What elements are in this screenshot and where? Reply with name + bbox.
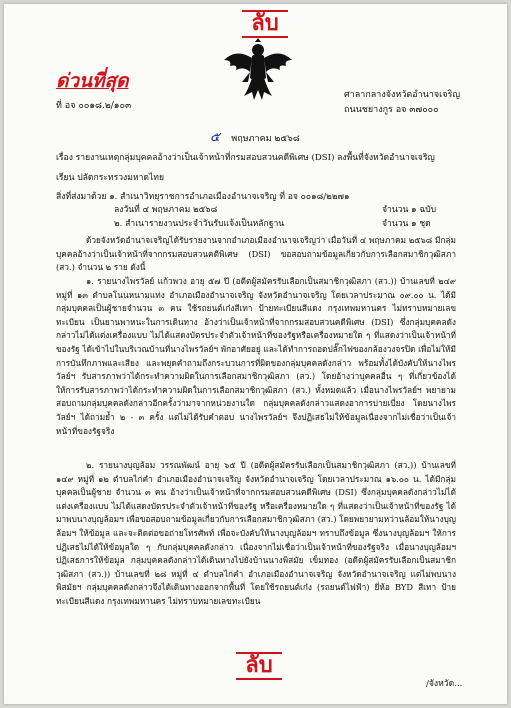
case-1-text: ๑. รายนางไพรวัลย์ แก้วพวง อายุ ๕๗ ปี (อดีตผู้สมัครรับเลือกเป็นสมาชิกวุฒิสภา (สว.)) บ้านเลขที่ ๒๔๙ หมู่ที่ ๑๓ ตำบลโนนหนามแท่ง อำเภอเมืองอำนาจเจริญ จังหวัดอำนาจเจริญ โดยเวลาประมาณ ๐๙.๐๐ น. ได้มีกลุ่มบุคคลเป็นผู้ชายจำนวน ๓ คน ใช้รถยนต์เก๋งสีเทา ป้ายทะเบียนสีแดง กรุงเทพมหานคร ไม่ทราบหมายเลขทะเบียน เป็นยานพาหนะในการเดินทาง อ้างว่าเป็นเจ้าหน้าที่จากกรมสอบสวนคดีพิเศษ (DSI) ซึ่งกลุ่มบุคคลดังกล่าวไม่ได้แต่งเครื่องแบบ ไม่ได้แสดงบัตรประจำตัวเจ้าหน้าที่ของรัฐหรือเครื่องหมายใด ๆ ที่แสดงว่าเป็นเจ้าหน้าที่ของรัฐ ได้เข้าไปในบริเวณบ้านที่นางไพรวัลย์ฯ พักอาศัยอยู่ และได้ทำการถอดปลั๊กไฟของกล้องวงจรปิด เพื่อไม่ให้มีการบันทึกภาพและเสียง และพยุดคำถามถึงกระบวนการที่ผิดของกลุ่มบุคคลดังกล่าว พร้อมทั้งได้บังคับให้นางไพรวัลย์ฯ รับสารภาพว่าได้กระทำความผิดในการเลือกสมาชิกวุฒิสภา (สว.) โดยอ้างว่าบุคคลอื่น ๆ ที่เกี่ยวข้องได้ให้การรับสารภาพว่าได้กระทำความผิดในการเลือกสมาชิกวุฒิสภา (สว.) ทั้งหมดแล้ว เมื่อนางไพรวัลย์ฯ พยายามสอบถามกลุ่มบุคคลดังกล่าวอีกครั้งว่ามาจากหน่วยงานใด กลุ่มบุคคลดังกล่าวแสดงอาการบ่ายเบี่ยง โดยนางไพรวัลย์ฯ ได้ถามย้ำ ๒ - ๓ ครั้ง แต่ไม่ได้รับคำตอบ นางไพรวัลย์ฯ จึงปฏิเสธไม่ให้ข้อมูลเนื่องจากไม่เชื่อว่าเป็นเจ้าหน้าที่ของรัฐจริง bbox=[56, 276, 456, 436]
subject-line: เรื่อง รายงานเหตุกลุ่มบุคคลอ้างว่าเป็นเจ้าหน้าที่กรมสอบสวนคดีพิเศษ (DSI) ลงพื้นที่จังหวัดอำนาจเจริญ bbox=[56, 153, 435, 163]
office-address: ถนนชยางกูร อจ ๓๗๐๐๐ bbox=[344, 105, 439, 115]
attachment-1-date: ลงวันที่ ๔ พฤษภาคม ๒๕๖๘ bbox=[114, 205, 218, 215]
case-1-paragraph bbox=[56, 275, 456, 438]
attachment-1-quantity: จำนวน ๑ ฉบับ bbox=[382, 205, 437, 215]
official-letter bbox=[4, 4, 507, 704]
date-day: ๕ bbox=[210, 130, 220, 145]
office-name: ศาลากลางจังหวัดอำนาจเจริญ bbox=[344, 90, 461, 100]
letter-date bbox=[210, 126, 300, 147]
recipient-line: เรียน ปลัดกระทรวงมหาดไทย bbox=[56, 173, 164, 183]
garuda-emblem-icon bbox=[222, 38, 294, 102]
document-number: ที่ อจ ๐๐๑๘.๒/๑๐๓ bbox=[56, 101, 132, 111]
confidential-stamp-top: ลับ bbox=[242, 10, 288, 38]
attachment-2: ๒. สำเนารายงานประจำวันรับแจ้งเป็นหลักฐาน bbox=[114, 219, 285, 229]
attachment-1: สิ่งที่ส่งมาด้วย ๑. สำเนาวิทยุราชการอำเภอเมืองอำนาจเจริญ ที่ อจ ๐๐๑๘/๒๒๗๑ bbox=[56, 192, 350, 202]
issuing-office bbox=[344, 88, 460, 118]
body-intro-text: ด้วยจังหวัดอำนาจเจริญได้รับรายงานจากอำเภอเมืองอำนาจเจริญว่า เมื่อวันที่ ๔ พฤษภาคม ๒๕๖๘ มีกลุ่มบุคคลอ้างว่าเป็นเจ้าหน้าที่จากกรมสอบสวนคดีพิเศษ (DSI) ขอสอบถามข้อมูลเกี่ยวกับการเลือกสมาชิกวุฒิสภา (สว.) จำนวน ๒ ราย ดังนี้ bbox=[56, 235, 456, 273]
confidential-stamp-bottom: ลับ bbox=[236, 652, 282, 680]
continuation-marker: /จังหวัด... bbox=[426, 679, 463, 689]
date-month-year: พฤษภาคม ๒๕๖๘ bbox=[231, 134, 300, 144]
urgency-stamp: ด่วนที่สุด bbox=[56, 70, 129, 92]
case-2-paragraph bbox=[56, 459, 456, 609]
attachment-2-quantity: จำนวน ๑ ชุด bbox=[382, 219, 431, 229]
case-2-text: ๒. รายนางบุญล้อม วรรณพัฒน์ อายุ ๖๕ ปี (อดีตผู้สมัครรับเลือกเป็นสมาชิกวุฒิสภา (สว.)) บ้านเลขที่ ๑๔๙ หมู่ที่ ๑๒ ตำบลไก่คำ อำเภอเมืองอำนาจเจริญ จังหวัดอำนาจเจริญ โดยเวลาประมาณ ๑๖.๐๐ น. ได้มีกลุ่มบุคคลเป็นผู้ชาย จำนวน ๓ คน อ้างว่าเป็นเจ้าหน้าที่จากกรมสอบสวนคดีพิเศษ (DSI) ซึ่งกลุ่มบุคคลดังกล่าวไม่ได้แต่งเครื่องแบบ ไม่ได้แสดงบัตรประจำตัวเจ้าหน้าที่ของรัฐ หรือเครื่องหมายใด ๆ ที่แสดงว่าเป็นเจ้าหน้าที่ของรัฐ ได้มาพบนางบุญล้อมฯ เพื่อขอสอบถามข้อมูลเกี่ยวกับการเลือกสมาชิกวุฒิสภา (สว.) โดยพยายามหว่านล้อมให้นางบุญล้อมฯ ให้ข้อมูล และจะติดต่อขอถ่ายโทรศัพท์ เพื่อจะบังคับให้นางบุญล้อมฯ ทราบถึงข้อมูล ซึ่งนางบุญล้อมฯ ให้การปฏิเสธไม่ได้ให้ข้อมูลใด ๆ กับกลุ่มบุคคลดังกล่าว เนื่องจากไม่เชื่อว่าเป็นเจ้าหน้าที่ของรัฐจริง เมื่อนางบุญล้อมฯ ปฏิเสธการให้ข้อมูล กลุ่มบุคคลดังกล่าวได้เดินทางไปยังบ้านนางพิสมัย เข็มทอง (อดีตผู้สมัครรับเลือกเป็นสมาชิกวุฒิสภา (สว.)) บ้านเลขที่ ๒๘ หมู่ที่ ๔ ตำบลไก่คำ อำเภอเมืองอำนาจเจริญ จังหวัดอำนาจเจริญ แต่ไม่พบนางพิสมัยฯ กลุ่มบุคคลดังกล่าวจึงได้เดินทางออกจากพื้นที่ โดยใช้รถยนต์เก๋ง (รถยนต์ไฟฟ้า) ยี่ห้อ BYD สีเทา ป้ายทะเบียนสีแดง กรุงเทพมหานคร ไม่ทราบหมายเลขทะเบียน bbox=[56, 460, 456, 606]
body-intro-paragraph bbox=[56, 234, 456, 275]
